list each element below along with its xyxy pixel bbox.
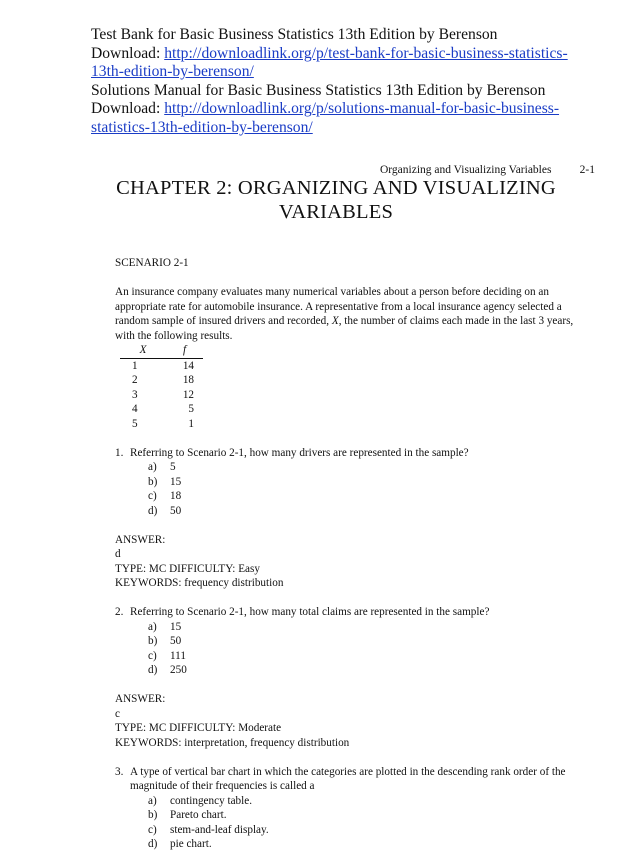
option <box>148 837 583 852</box>
download-label: Download: <box>91 100 165 118</box>
table-cell: 14 <box>182 359 194 372</box>
option-text: 50 <box>170 635 182 647</box>
document-body <box>115 256 583 852</box>
option <box>148 794 583 809</box>
option <box>148 475 583 490</box>
table-cell: 5 <box>188 403 194 415</box>
option <box>148 620 583 635</box>
scenario-text <box>115 285 583 343</box>
question-keywords: KEYWORDS: frequency distribution <box>115 577 284 589</box>
solutions-manual-link[interactable]: http://downloadlink.org/p/solutions-manual-for-basic-business- <box>164 100 560 118</box>
running-header <box>380 164 595 176</box>
option <box>148 649 583 664</box>
answer-value: d <box>115 548 121 560</box>
chapter-title <box>116 176 556 224</box>
table-cell: 3 <box>132 388 138 401</box>
option-letter: d) <box>148 504 158 517</box>
option-letter: a) <box>148 461 157 473</box>
option-text: contingency table. <box>170 794 253 807</box>
option-letter: b) <box>148 809 158 821</box>
option <box>148 823 583 838</box>
table-header-x: X <box>120 343 170 358</box>
option-text: Pareto chart. <box>170 809 227 821</box>
option-letter: b) <box>148 475 158 488</box>
table-cell: 12 <box>182 388 194 401</box>
option-letter: d) <box>148 838 158 850</box>
option <box>148 663 583 678</box>
option <box>148 489 583 504</box>
option-text: 50 <box>170 504 182 517</box>
question-text: A type of vertical bar chart in which the categories are plotted in the descending rank order of the magnitude of their frequencies is called a <box>130 765 566 792</box>
chapter-title-line1: CHAPTER 2: ORGANIZING AND VISUALIZING <box>116 177 556 199</box>
option-letter: a) <box>148 620 157 633</box>
option-letter: d) <box>148 664 158 676</box>
test-bank-link-continued <box>91 63 611 82</box>
question-3 <box>115 765 583 794</box>
scenario-variable: X <box>331 315 339 327</box>
table-row <box>120 373 203 388</box>
running-header-title: Organizing and Visualizing Variables <box>380 164 552 176</box>
option-text: 250 <box>170 664 187 676</box>
page-number: 2-1 <box>579 164 595 176</box>
question-number: 3. <box>115 765 124 778</box>
option-text: pie chart. <box>170 838 212 850</box>
table-row <box>120 402 203 417</box>
table-header-f: f <box>170 343 203 358</box>
option <box>148 808 583 823</box>
solutions-manual-link-continued <box>91 119 611 138</box>
option <box>148 504 583 519</box>
option <box>148 634 583 649</box>
question-number: 1. <box>115 446 124 459</box>
option-letter: c) <box>148 490 157 502</box>
option-letter: a) <box>148 794 157 807</box>
chapter-title-line2: VARIABLES <box>278 201 394 223</box>
table-cell: 1 <box>188 417 194 430</box>
option-letter: b) <box>148 635 158 647</box>
table-cell: 2 <box>132 374 138 386</box>
question-keywords: KEYWORDS: interpretation, frequency distribution <box>115 736 350 749</box>
scenario-label: SCENARIO 2-1 <box>115 257 189 269</box>
option-text: stem-and-leaf display. <box>170 823 269 836</box>
test-bank-download-line <box>91 45 611 64</box>
frequency-table <box>120 343 203 431</box>
option <box>148 460 583 475</box>
table-row <box>120 358 203 373</box>
table-cell: 18 <box>182 374 194 386</box>
option-letter: c) <box>148 823 157 836</box>
scenario-text-after: , the number of claims each made in the last 3 years, with the following results. <box>115 315 574 342</box>
answer-value: c <box>115 707 120 720</box>
test-bank-title: Test Bank for Basic Business Statistics 13th Edition by Berenson <box>91 26 498 43</box>
option-letter: c) <box>148 649 157 662</box>
question-1 <box>115 446 583 461</box>
table-row <box>120 417 203 432</box>
option-text: 111 <box>170 649 186 662</box>
question-text: Referring to Scenario 2-1, how many total claims are represented in the sample? <box>130 606 490 618</box>
solutions-manual-title: Solutions Manual for Basic Business Statistics 13th Edition by Berenson <box>91 81 546 99</box>
test-bank-link-part2[interactable]: 13th-edition-by-berenson/ <box>91 63 254 81</box>
table-cell: 4 <box>132 403 138 415</box>
option-text: 5 <box>170 461 176 473</box>
question-number: 2. <box>115 606 124 618</box>
question-type: TYPE: MC DIFFICULTY: Moderate <box>115 722 282 734</box>
question-text: Referring to Scenario 2-1, how many drivers are represented in the sample? <box>130 446 469 459</box>
question-2 <box>115 605 583 620</box>
intro-block <box>91 26 611 138</box>
question-type: TYPE: MC DIFFICULTY: Easy <box>115 562 260 575</box>
download-label: Download: <box>91 44 165 62</box>
table-cell: 5 <box>132 417 138 430</box>
solutions-manual-link-part2[interactable]: statistics-13th-edition-by-berenson/ <box>91 118 313 136</box>
solutions-manual-download-line <box>91 100 611 119</box>
test-bank-link[interactable]: http://downloadlink.org/p/test-bank-for-basic-business-statistics- <box>164 44 568 62</box>
answer-label: ANSWER: <box>115 693 166 705</box>
option-text: 18 <box>170 490 182 502</box>
option-text: 15 <box>170 620 182 633</box>
table-row <box>120 388 203 403</box>
table-cell: 1 <box>132 359 138 372</box>
scenario-text-before: An insurance company evaluates many numerical variables about a person before deciding on an appropriate rate for automobile insurance. A representative from a local insurance agency selected a random sample of insured drivers and recorded, <box>115 286 562 327</box>
answer-label: ANSWER: <box>115 533 166 546</box>
option-text: 15 <box>170 475 182 488</box>
